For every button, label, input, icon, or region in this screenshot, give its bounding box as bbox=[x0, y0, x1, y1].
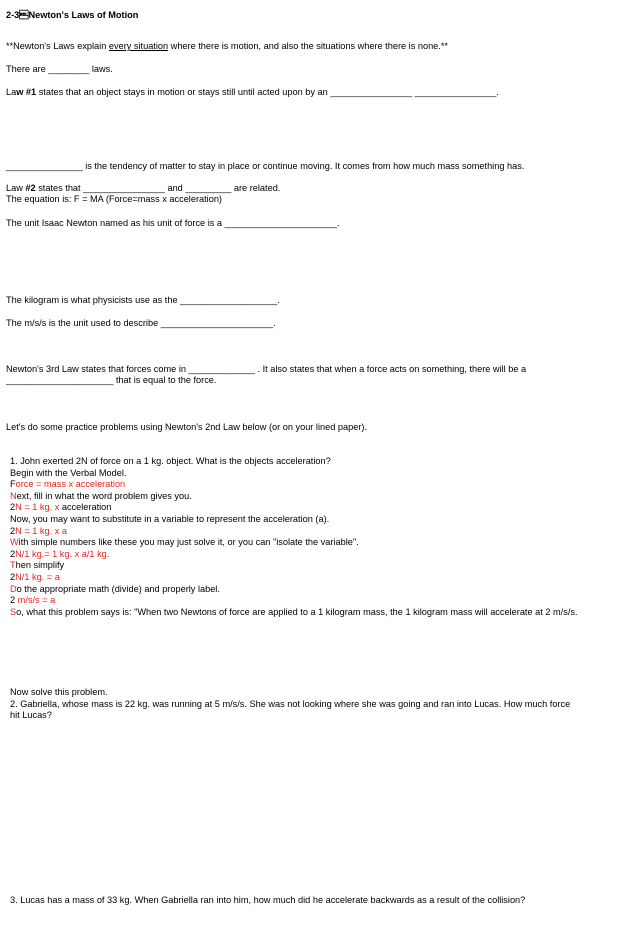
problem1-line bbox=[10, 584, 220, 595]
intro-line bbox=[6, 41, 448, 52]
practice-intro: Let's do some practice problems using Newton's 2nd Law below (or on your lined paper). bbox=[6, 422, 367, 432]
page-title: 2-3Newton's Laws of Motion bbox=[6, 10, 139, 20]
problem1-line bbox=[10, 526, 67, 537]
law3-line-2: _____________________ that is equal to the force. bbox=[6, 375, 217, 385]
problem1-segment: o the appropriate math (divide) and properly label. bbox=[16, 583, 220, 594]
problem1-segment: T bbox=[10, 560, 16, 571]
intro-pre: **Newton's Laws explain bbox=[6, 41, 109, 51]
problem1-line bbox=[10, 491, 192, 502]
problem1-line bbox=[10, 514, 329, 525]
problem1-line bbox=[10, 549, 109, 560]
problem1-segment: ext, fill in what the word problem gives you. bbox=[16, 490, 192, 501]
problem1-segment: m/s/s = a bbox=[17, 595, 56, 606]
problem1-line bbox=[10, 572, 60, 583]
problem1-segment: hen simplify bbox=[15, 560, 65, 571]
problem1-line bbox=[10, 537, 359, 548]
problem1-segment: Now, you may want to substitute in a variable to represent the acceleration (a). bbox=[10, 514, 330, 524]
problem1-segment: 2 bbox=[10, 548, 16, 559]
problem2-line-2: hit Lucas? bbox=[10, 710, 52, 720]
law2-line bbox=[6, 183, 280, 194]
problem1-segment: 2 bbox=[10, 572, 16, 582]
problem1-segment: 2 bbox=[10, 525, 16, 536]
problem1-line bbox=[10, 456, 331, 467]
law1-bold: w #1 bbox=[16, 87, 37, 97]
problem1-segment: D bbox=[10, 583, 17, 594]
inertia-line: _______________ is the tendency of matter to stay in place or continue moving. It comes from how much mass something has. bbox=[6, 161, 525, 171]
problem1-line bbox=[10, 560, 64, 571]
there-are-line: There are ________ laws. bbox=[6, 64, 113, 74]
problem1-segment: 1. John exerted 2N of force on a 1 kg. object. What is the objects acceleration? bbox=[10, 456, 331, 466]
law1-post: states that an object stays in motion or stays still until acted upon by an ________________ ________________. bbox=[36, 87, 499, 97]
problem1-line bbox=[10, 607, 578, 618]
intro-underlined: every situation bbox=[108, 41, 169, 51]
problem1-segment: N bbox=[10, 490, 17, 501]
problem1-segment: Begin with the Verbal Model. bbox=[10, 467, 127, 478]
problem2-line-1: 2. Gabriella, whose mass is 22 kg. was running at 5 m/s/s. She was not looking where she was going and ran into Lucas. How much force bbox=[10, 699, 571, 709]
law2-post: states that ________________ and _________ are related. bbox=[35, 183, 281, 193]
problem1-segment: N/1 kg.= 1 kg. x a/1 kg. bbox=[15, 548, 110, 559]
problem1-line bbox=[10, 468, 126, 479]
problem1-segment: N = 1 kg. x bbox=[15, 502, 60, 513]
law3-line-1: Newton's 3rd Law states that forces come in _____________ . It also states that when a force acts on something, there will be a bbox=[6, 364, 527, 374]
problem1-segment: ith simple numbers like these you may just solve it, or you can "isolate the variable". bbox=[18, 537, 359, 548]
law1-pre: La bbox=[6, 87, 17, 97]
problem1-segment: W bbox=[10, 537, 19, 548]
kilogram-line: The kilogram is what physicists use as the ___________________. bbox=[6, 295, 280, 305]
problem1-segment: orce = mass x acceleration bbox=[15, 479, 126, 490]
problem3-line: 3. Lucas has a mass of 33 kg. When Gabriella ran into him, how much did he accelerate backwards as a result of the collision? bbox=[10, 895, 526, 905]
problem1-segment: F bbox=[10, 479, 16, 490]
problem1-segment: 2 bbox=[10, 595, 18, 606]
problem1-segment: acceleration bbox=[59, 502, 112, 513]
equation-line: The equation is: F = MA (Force=mass x acceleration) bbox=[6, 194, 222, 204]
problem1-line bbox=[10, 595, 55, 606]
ms2-line: The m/s/s is the unit used to describe ______________________. bbox=[6, 318, 276, 328]
problem1-segment: N = 1 kg. x a bbox=[15, 525, 67, 536]
law2-bold: #2 bbox=[25, 183, 36, 193]
problem1-line bbox=[10, 479, 125, 490]
problem1-line bbox=[10, 502, 111, 513]
law1-line bbox=[6, 87, 499, 98]
law2-pre: Law bbox=[6, 183, 26, 193]
problem1-segment: N/1 kg. = a bbox=[15, 572, 60, 582]
intro-post: where there is motion, and also the situations where there is none.** bbox=[168, 41, 448, 51]
unit-force-line: The unit Isaac Newton named as his unit of force is a ______________________. bbox=[6, 218, 340, 228]
now-solve-line: Now solve this problem. bbox=[10, 687, 108, 697]
problem1-segment: 2 bbox=[10, 502, 16, 513]
problem1-segment: S bbox=[10, 606, 17, 617]
problem1-segment: o, what this problem says is: "When two Newtons of force are applied to a 1 kilogram mass, the 1 kilogram mass will accelerate at 2 m/s/s. bbox=[16, 606, 578, 617]
